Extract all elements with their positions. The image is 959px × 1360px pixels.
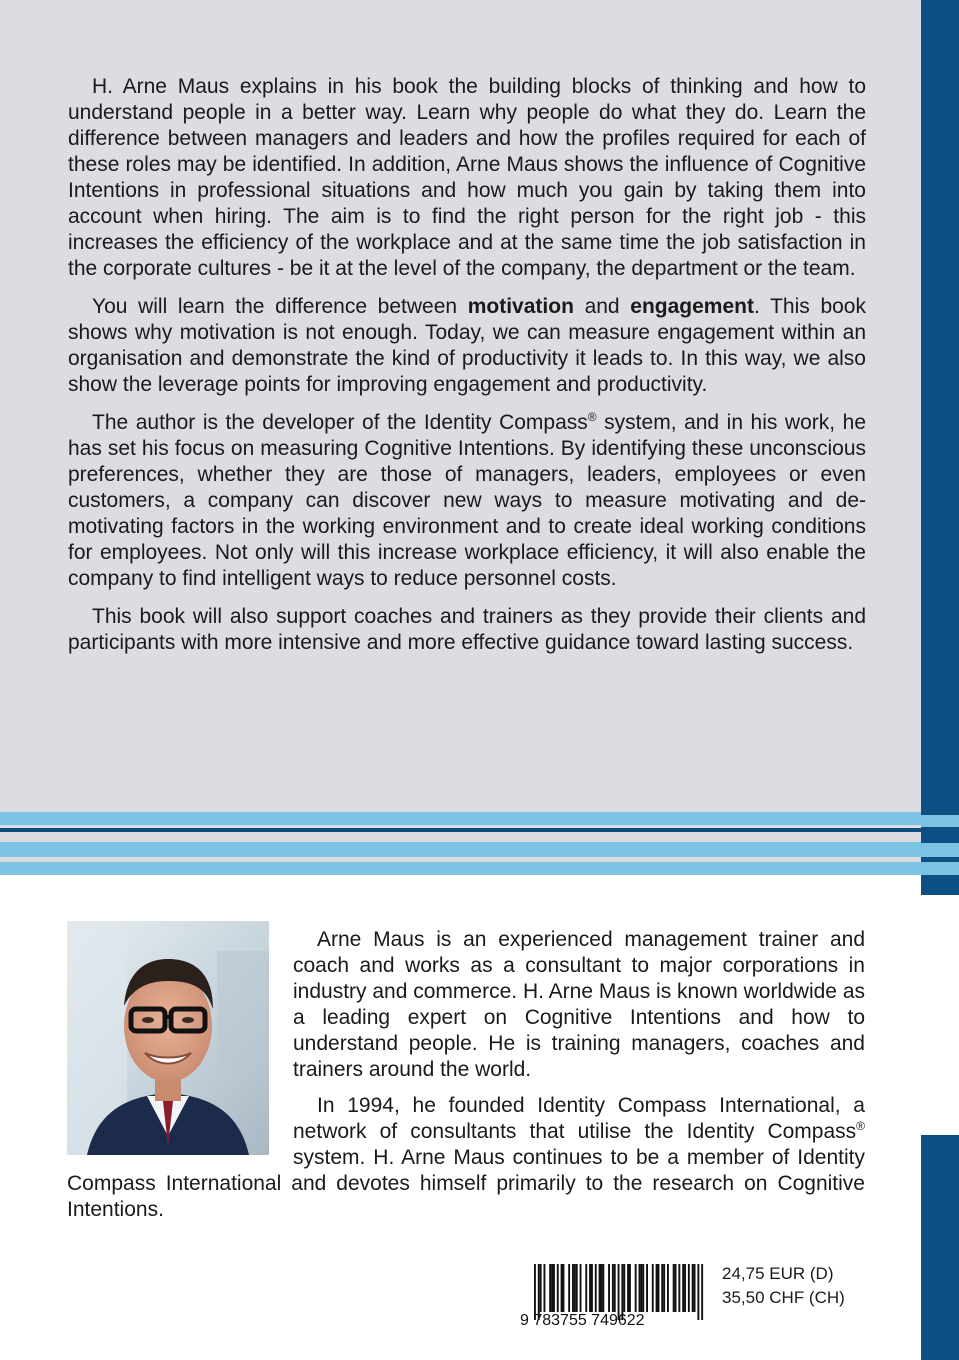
barcode-bar — [574, 1264, 576, 1312]
barcode-bar — [553, 1264, 555, 1312]
stripe-light-3 — [0, 862, 959, 875]
barcode-bar — [678, 1264, 680, 1312]
barcode-bar — [692, 1264, 694, 1312]
barcode-bar — [646, 1264, 648, 1312]
barcode-bar — [652, 1264, 654, 1312]
barcode-bar — [580, 1264, 582, 1312]
stripe-light-1 — [0, 812, 959, 825]
barcode-bar — [642, 1264, 644, 1312]
author-bio — [67, 927, 865, 1233]
sidebar-band-top — [921, 0, 959, 812]
barcode-bar — [576, 1264, 578, 1312]
barcode-digits: 9 783755 749622 — [520, 1312, 645, 1326]
description-paragraph-3 — [68, 410, 866, 592]
sidebar-stripe-light-3 — [921, 862, 959, 875]
description-paragraph-2-run-3: and — [573, 295, 631, 318]
barcode-bar — [601, 1264, 603, 1312]
barcode-bars — [520, 1262, 710, 1326]
barcode-bar — [589, 1264, 591, 1312]
barcode-bar — [675, 1264, 677, 1312]
barcode-bar — [661, 1264, 663, 1312]
barcode-bar — [694, 1264, 696, 1312]
sidebar-band-white — [921, 895, 959, 1135]
barcode-bar — [561, 1264, 563, 1312]
description-paragraph-3-run-2: ® — [587, 410, 597, 424]
barcode-bar — [629, 1264, 631, 1312]
isbn-barcode — [520, 1262, 710, 1326]
barcode-bar — [688, 1264, 690, 1312]
description-paragraph-3-run-1: The author is the developer of the Identity Compass — [92, 411, 588, 434]
description-paragraph-1-run-1: H. Arne Maus explains in his book the building blocks of thinking and how to understand people in a better way. Learn why people do what they do. Learn the difference between managers and leaders and how the profiles required for each of these roles may be identified. In addition, Arne Maus shows the influence of Cognitive Intentions in professional situations and how much you gain by taking them into account when hiring. The aim is to find the right person for the right job - this increases the efficiency of the workplace and at the same time the job satisfaction in the corporate cultures - be it at the level of the company, the department or the team. — [68, 75, 866, 280]
author-bio-p2-before: In 1994, he founded Identity Compass International, a network of consultants that utilise the Identity Compass — [293, 1094, 865, 1143]
barcode-bar — [572, 1264, 574, 1312]
barcode-bar — [557, 1264, 559, 1312]
barcode-bar — [663, 1264, 665, 1312]
barcode-bar — [540, 1264, 542, 1312]
photo-spacer — [67, 927, 293, 1159]
barcode-bar — [682, 1264, 684, 1312]
barcode-bar — [639, 1264, 641, 1312]
barcode-bar — [563, 1264, 565, 1312]
description-paragraph-2 — [68, 294, 866, 398]
book-description — [68, 74, 866, 668]
description-paragraph-3-run-3: system, and in his work, he has set his focus on measuring Cognitive Intentions. By identifying these unconscious preferences, whether they are those of managers, leaders, employees or even customers, a company can discover new ways to measure motivating and de-motivating factors in the working environment and to create ideal working conditions for employees. Not only will this increase workplace efficiency, it will also enable the company to find intelligent ways to reduce personnel costs. — [68, 411, 867, 590]
barcode-bar — [635, 1264, 637, 1312]
barcode-bar — [544, 1264, 546, 1312]
barcode-bar — [701, 1264, 703, 1320]
barcode-bar — [599, 1264, 601, 1312]
barcode-bar — [640, 1264, 642, 1312]
stripe-light-2 — [0, 842, 959, 857]
registered-mark: ® — [856, 1119, 865, 1133]
sidebar-stripe-light-1 — [921, 815, 959, 827]
barcode-bar — [673, 1264, 675, 1312]
sidebar-band-bottom — [921, 1135, 959, 1360]
description-paragraph-2-run-1: You will learn the difference between — [92, 295, 468, 318]
barcode-bar — [656, 1264, 658, 1312]
author-bio-p2-after: system. H. Arne Maus continues to be a member of Identity Compass International and devotes himself primarily to the research on Cognitive Intentions. — [67, 1146, 865, 1221]
barcode-bar — [697, 1264, 699, 1320]
price-block — [722, 1262, 845, 1310]
description-paragraph-4-run-1: This book will also support coaches and trainers as they provide their clients and participants with more intensive and more effective guidance toward lasting success. — [68, 605, 866, 654]
barcode-bar — [591, 1264, 593, 1312]
barcode-bar — [612, 1264, 614, 1312]
barcode-bar — [614, 1264, 616, 1312]
description-paragraph-2-run-5: . This book shows why motivation is not enough. Today, we can measure engagement within an organisation and demonstrate the kind of productivity it leads to. In this way, we also show the leverage points for improving engagement and productivity. — [68, 295, 866, 396]
barcode-bar — [623, 1264, 625, 1312]
description-paragraph-2-run-2: motivation — [467, 295, 574, 318]
sidebar-stripe-light-2 — [921, 843, 959, 857]
barcode-bar — [627, 1264, 629, 1312]
description-paragraph-1 — [68, 74, 866, 282]
description-paragraph-2-run-4: engagement — [630, 295, 754, 318]
author-bio-paragraph-1: Arne Maus is an experienced management trainer and coach and works as a consultant to major corporations in industry and commerce. H. Arne Maus is known worldwide as a leading expert on Cognitive Intentions and how to understand people. He is training managers, coaches and trainers around the world. — [293, 928, 865, 1081]
barcode-bar — [551, 1264, 553, 1312]
barcode-bar — [602, 1264, 604, 1312]
price-eur: 24,75 EUR (D) — [722, 1264, 834, 1283]
price-chf: 35,50 CHF (CH) — [722, 1288, 845, 1307]
barcode-bar — [684, 1264, 686, 1312]
barcode-bar — [595, 1264, 597, 1312]
barcode-bar — [658, 1264, 660, 1312]
barcode-bar — [549, 1264, 551, 1312]
barcode-bar — [568, 1264, 570, 1312]
stripe-gap-4 — [0, 875, 959, 885]
barcode-bar — [608, 1264, 610, 1312]
description-paragraph-4 — [68, 604, 866, 656]
stripe-gap-2 — [0, 832, 959, 842]
barcode-bar — [585, 1264, 587, 1312]
barcode-bar — [667, 1264, 669, 1312]
